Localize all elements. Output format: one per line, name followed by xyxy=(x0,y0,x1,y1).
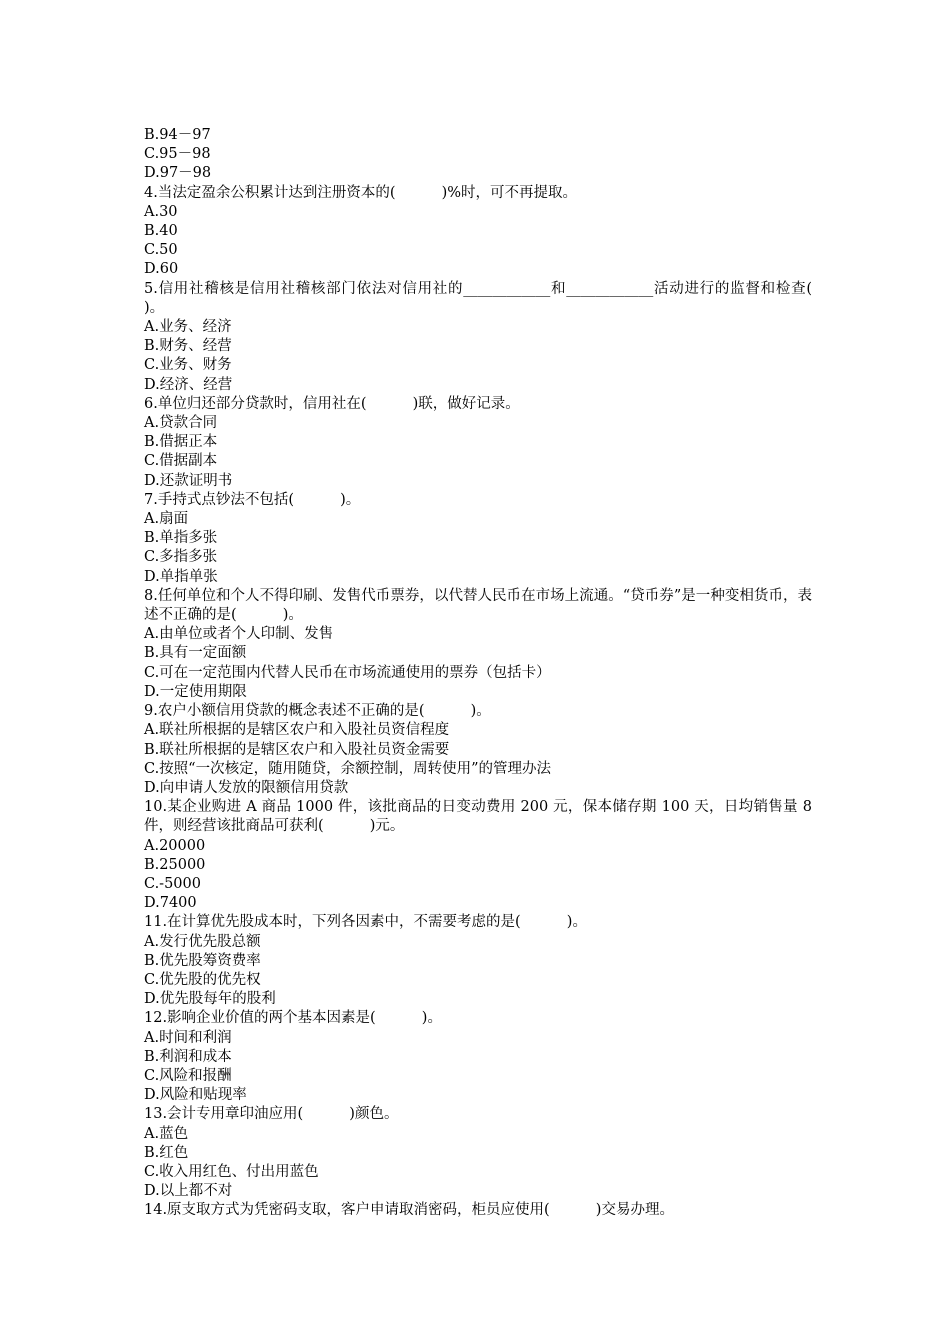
question-text: 11.在计算优先股成本时，下列各因素中，不需要考虑的是( )。 xyxy=(144,914,587,931)
question-text: 14.原支取方式为凭密码支取，客户申请取消密码，柜员应使用( )交易办理。 xyxy=(144,1202,674,1219)
answer-option: B.具有一定面额 xyxy=(144,645,247,662)
answer-option: D.风险和贴现率 xyxy=(144,1087,247,1104)
answer-option: B.联社所根据的是辖区农户和入股社员资金需要 xyxy=(144,741,450,758)
answer-option: C.业务、财务 xyxy=(144,357,232,374)
answer-option: B.财务、经营 xyxy=(144,338,232,355)
answer-option: D.以上都不对 xyxy=(144,1183,233,1200)
answer-option: B.25000 xyxy=(144,856,206,873)
answer-option: A.扇面 xyxy=(144,511,189,528)
answer-option: C.借据副本 xyxy=(144,453,218,470)
question-text: 4.当法定盈余公积累计达到注册资本的( )%时，可不再提取。 xyxy=(144,184,578,201)
question-text: 6.单位归还部分贷款时，信用社在( )联，做好记录。 xyxy=(144,395,520,412)
answer-option: C.收入用红色、付出用蓝色 xyxy=(144,1163,319,1180)
answer-option: B.单指多张 xyxy=(144,530,218,547)
answer-option: A.时间和利润 xyxy=(144,1029,232,1046)
answer-option: C.多指多张 xyxy=(144,549,218,566)
answer-option: D.7400 xyxy=(144,895,197,912)
document-page xyxy=(144,126,859,1221)
answer-option: C.50 xyxy=(144,242,178,259)
answer-option: B.利润和成本 xyxy=(144,1048,232,1065)
answer-option: A.贷款合同 xyxy=(144,415,218,432)
answer-option: A.业务、经济 xyxy=(144,319,232,336)
answer-option: B.40 xyxy=(144,223,178,240)
answer-option: A.发行优先股总额 xyxy=(144,933,261,950)
question-text: 10.某企业购进 A 商品 1000 件，该批商品的日变动费用 200 元，保本储存期 100 天，日均销售量 8 件，则经营该批商品可获利( )元。 xyxy=(144,799,817,835)
question-text: 8.任何单位和个人不得印刷、发售代币票券，以代替人民币在市场上流通。“贷币券”是一种变相货币，表述不正确的是( )。 xyxy=(144,587,812,624)
answer-option: C.按照“一次核定，随用随贷，余额控制，周转使用”的管理办法 xyxy=(144,760,552,777)
answer-option: D.经济、经营 xyxy=(144,376,233,393)
answer-option: B.94－97 xyxy=(144,127,211,143)
answer-option: A.联社所根据的是辖区农户和入股社员资信程度 xyxy=(144,722,450,739)
answer-option: B.借据正本 xyxy=(144,434,218,451)
answer-option: B.优先股筹资费率 xyxy=(144,952,261,969)
answer-option: D.还款证明书 xyxy=(144,472,233,489)
question-text: 5.信用社稽核是信用社稽核部门依法对信用社的____________和____________活动进行的监督和检查( )。 xyxy=(144,280,859,316)
answer-option: C.优先股的优先权 xyxy=(144,971,261,988)
answer-option: A.20000 xyxy=(144,837,206,854)
answer-option: B.红色 xyxy=(144,1144,189,1161)
answer-option: C.可在一定范围内代替人民币在市场流通使用的票券（包括卡） xyxy=(144,664,551,681)
answer-option: D.一定使用期限 xyxy=(144,683,247,700)
answer-option: D.优先股每年的股利 xyxy=(144,991,276,1008)
answer-option: A.由单位或者个人印制、发售 xyxy=(144,626,334,643)
answer-option: C.风险和报酬 xyxy=(144,1067,232,1084)
answer-option: C.-5000 xyxy=(144,875,201,892)
answer-option: C.95－98 xyxy=(144,146,211,163)
question-text: 12.影响企业价值的两个基本因素是( )。 xyxy=(144,1010,442,1027)
answer-option: D.向申请人发放的限额信用贷款 xyxy=(144,779,349,796)
answer-option: D.单指单张 xyxy=(144,568,218,585)
answer-option: D.60 xyxy=(144,261,179,278)
answer-option: A.蓝色 xyxy=(144,1125,189,1142)
question-text: 9.农户小额信用贷款的概念表述不正确的是( )。 xyxy=(144,703,491,720)
question-text: 13.会计专用章印油应用( )颜色。 xyxy=(144,1106,399,1123)
question-text: 7.手持式点钞法不包括( )。 xyxy=(144,491,361,508)
answer-option: D.97－98 xyxy=(144,165,212,182)
answer-option: A.30 xyxy=(144,203,178,220)
